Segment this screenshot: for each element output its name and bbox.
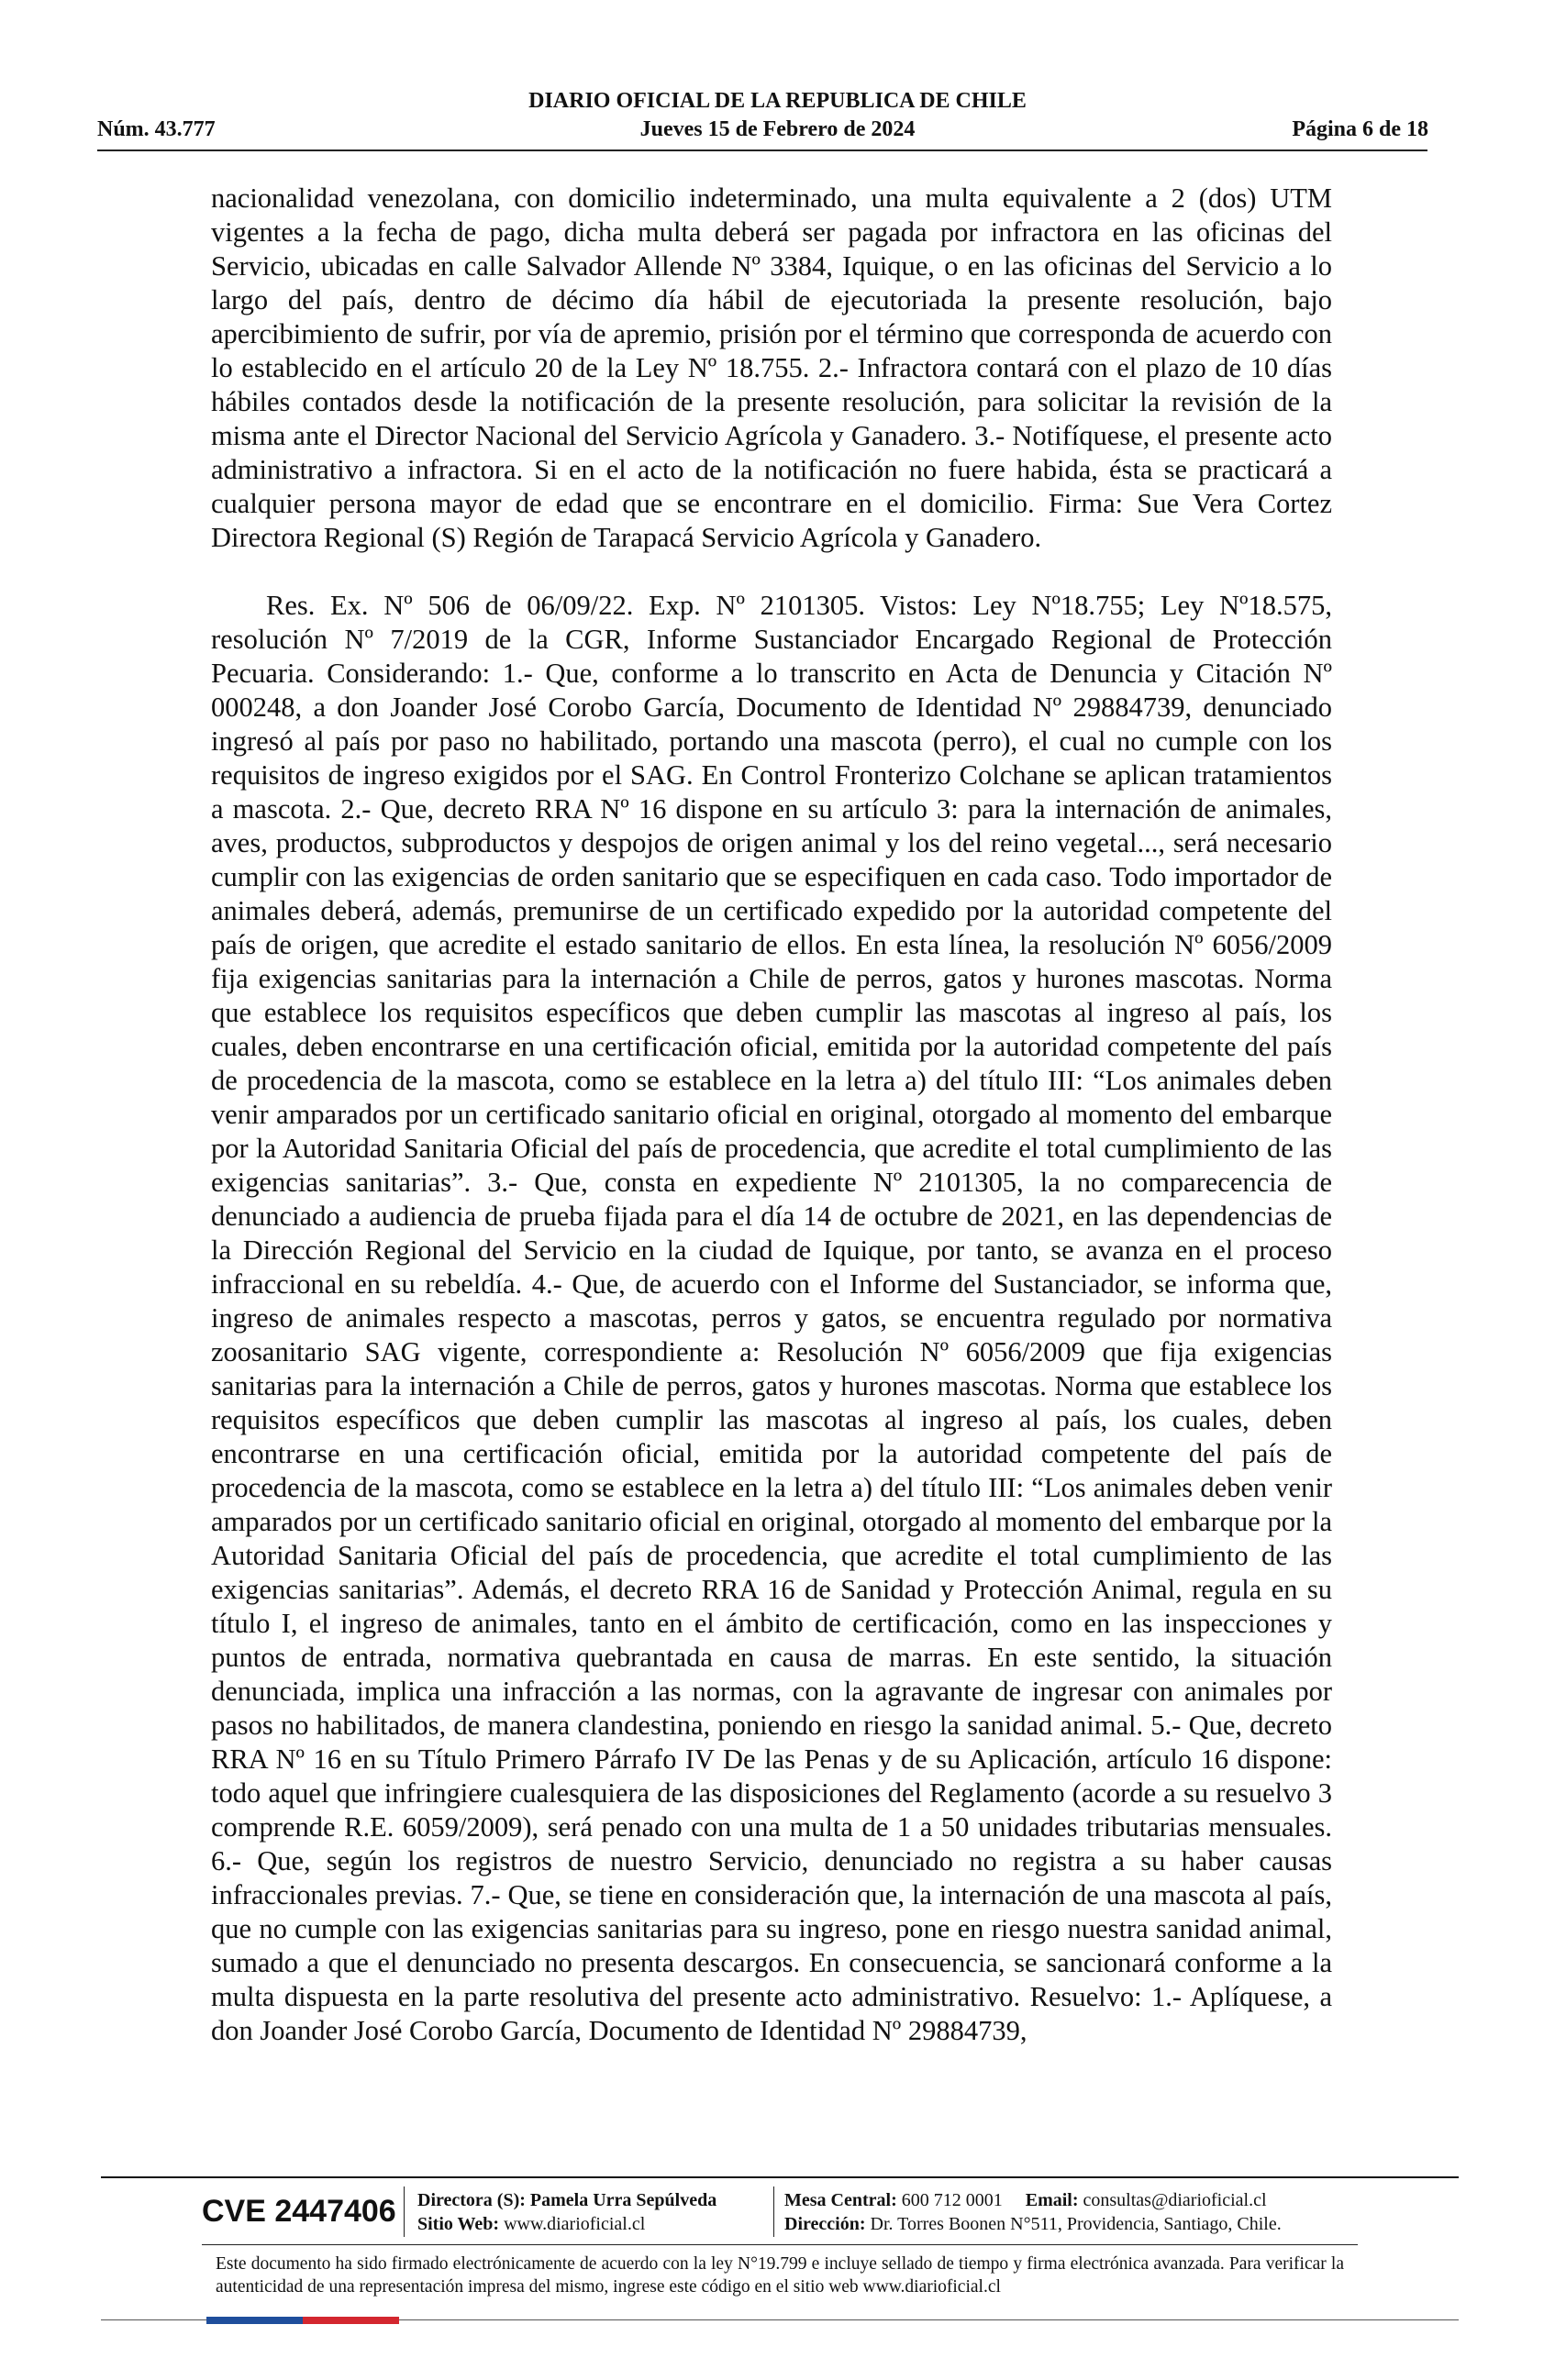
direccion-label: Dirección: bbox=[784, 2214, 866, 2234]
cve-code: CVE 2447406 bbox=[202, 2193, 396, 2229]
body-paragraph: nacionalidad venezolana, con domicilio indeterminado, una multa equivalente a 2 (dos) UTM vigentes a la fecha de pago, dicha multa deberá ser pagada por infractora en las oficinas del Servicio, ubicadas en calle Salvador Allende Nº 3384, Iquique, o en las oficinas del Servicio a lo largo del país, dentro de décimo día hábil de ejecutoriada la presente resolución, bajo apercibimiento de sufrir, por vía de apremio, prisión por el término que corresponda de acuerdo con lo establecido en el artículo 20 de la Ley Nº 18.755. 2.- Infractora contará con el plazo de 10 días hábiles contados desde la notificación de la presente resolución, para solicitar la revisión de la misma ante el Director Nacional del Servicio Agrícola y Ganadero. 3.- Notifíquese, el presente acto administrativo a infractora. Si en el acto de la notificación no fuere habida, ésta se practicará a cualquier persona mayor de edad que se encontrare en el domicilio. Firma: Sue Vera Cortez Directora Regional (S) Región de Tarapacá Servicio Agrícola y Ganadero. bbox=[211, 183, 1332, 553]
director-name: Pamela Urra Sepúlveda bbox=[529, 2190, 717, 2210]
flag-bar-blue bbox=[206, 2317, 303, 2324]
issue-date: Jueves 15 de Febrero de 2024 bbox=[639, 117, 916, 141]
director-label: Directora (S): bbox=[417, 2190, 526, 2210]
web-label: Sitio Web: bbox=[417, 2214, 500, 2234]
legal-notice: Este documento ha sido firmado electrónicamente de acuerdo con la ley N°19.799 e incluye sellado de tiempo y firma electrónica avanzada. Para verificar la autenticidad de una representación impresa del mismo, ingrese este código en el sitio web www.diarioficial.cl bbox=[216, 2254, 1344, 2297]
email-label: Email: bbox=[1025, 2190, 1079, 2210]
newspaper-title: DIARIO OFICIAL DE LA REPUBLICA DE CHILE bbox=[528, 89, 1027, 113]
footer-contact-block bbox=[784, 2188, 1282, 2236]
footer-divider bbox=[202, 2244, 1358, 2245]
header-divider bbox=[97, 149, 1427, 151]
mesa-phone: 600 712 0001 bbox=[901, 2190, 1003, 2210]
email-link[interactable]: consultas@diarioficial.cl bbox=[1083, 2190, 1267, 2210]
mesa-label: Mesa Central: bbox=[784, 2190, 897, 2210]
page-number: Página 6 de 18 bbox=[1292, 117, 1428, 141]
footer-separator bbox=[404, 2186, 405, 2237]
document-body bbox=[211, 182, 1332, 2048]
footer-separator bbox=[773, 2186, 774, 2237]
footer-divider bbox=[101, 2176, 1459, 2178]
footer-director-block bbox=[417, 2188, 716, 2236]
page-header bbox=[0, 0, 1555, 156]
issue-number: Núm. 43.777 bbox=[97, 117, 216, 141]
direccion-value: Dr. Torres Boonen N°511, Providencia, Santiago, Chile. bbox=[870, 2214, 1282, 2234]
flag-bar-red bbox=[303, 2317, 399, 2324]
body-paragraph: Res. Ex. Nº 506 de 06/09/22. Exp. Nº 2101305. Vistos: Ley Nº18.755; Ley Nº18.575, resolución Nº 7/2019 de la CGR, Informe Sustanciador Encargado Regional de Protección Pecuaria. Considerando: 1.- Que, conforme a lo transcrito en Acta de Denuncia y Citación Nº 000248, a don Joander José Corobo García, Documento de Identidad Nº 29884739, denunciado ingresó al país por paso no habilitado, portando una mascota (perro), el cual no cumple con los requisitos de ingreso exigidos por el SAG. En Control Fronterizo Colchane se aplican tratamientos a mascota. 2.- Que, decreto RRA Nº 16 dispone en su artículo 3: para la internación de animales, aves, productos, subproductos y despojos de origen animal y los del reino vegetal..., será necesario cumplir con las exigencias de orden sanitario que se especifiquen en cada caso. Todo importador de animales deberá, además, premunirse de un certificado expedido por la autoridad competente del país de origen, que acredite el estado sanitario de ellos. En esta línea, la resolución Nº 6056/2009 fija exigencias sanitarias para la internación a Chile de perros, gatos y hurones mascotas. Norma que establece los requisitos específicos que deben cumplir las mascotas al ingreso al país, los cuales, deben encontrarse en una certificación oficial, emitida por la autoridad competente del país de procedencia de la mascota, como se establece en la letra a) del título III: “Los animales deben venir amparados por un certificado sanitario oficial en original, otorgado al momento del embarque por la Autoridad Sanitaria Oficial del país de procedencia, que acredite el total cumplimiento de las exigencias sanitarias”. 3.- Que, consta en expediente Nº 2101305, la no comparecencia de denunciado a audiencia de prueba fijada para el día 14 de octubre de 2021, en las dependencias de la Dirección Regional del Servicio en la ciudad de Iquique, por tanto, se avanza en el proceso infraccional en su rebeldía. 4.- Que, de acuerdo con el Informe del Sustanciador, se informa que, ingreso de animales respecto a mascotas, perros y gatos, se encuentra regulado por normativa zoosanitario SAG vigente, correspondiente a: Resolución Nº 6056/2009 que fija exigencias sanitarias para la internación a Chile de perros, gatos y hurones mascotas. Norma que establece los requisitos específicos que deben cumplir las mascotas al ingreso al país, los cuales, deben encontrarse en una certificación oficial, emitida por la autoridad competente del país de procedencia de la mascota, como se establece en la letra a) del título III: “Los animales deben venir amparados por un certificado sanitario oficial en original, otorgado al momento del embarque por la Autoridad Sanitaria Oficial del país de procedencia, que acredite el total cumplimiento de las exigencias sanitarias”. Además, el decreto RRA 16 de Sanidad y Protección Animal, regula en su título I, el ingreso de animales, tanto en el ámbito de certificación, como en las inspecciones y puntos de entrada, normativa quebrantada en causa de marras. En este sentido, la situación denunciada, implica una infracción a las normas, con la agravante de ingresar con animales por pasos no habilitados, de manera clandestina, poniendo en riesgo la sanidad animal. 5.- Que, decreto RRA Nº 16 en su Título Primero Párrafo IV De las Penas y de su Aplicación, artículo 16 dispone: todo aquel que infringiere cualesquiera de las disposiciones del Reglamento (acorde a su resuelvo 3 comprende R.E. 6059/2009), será penado con una multa de 1 a 50 unidades tributarias mensuales. 6.- Que, según los registros de nuestro Servicio, denunciado no registra a su haber causas infraccionales previas. 7.- Que, se tiene en consideración que, la internación de una mascota al país, que no cumple con las exigencias sanitarias para su ingreso, pone en riesgo nuestra sanidad animal, sumado a que el denunciado no presenta descargos. En consecuencia, se sancionará conforme a la multa dispuesta en la parte resolutiva del presente acto administrativo. Resuelvo: 1.- Aplíquese, a don Joander José Corobo García, Documento de Identidad Nº 29884739, bbox=[211, 590, 1332, 2046]
web-link[interactable]: www.diarioficial.cl bbox=[504, 2214, 646, 2234]
